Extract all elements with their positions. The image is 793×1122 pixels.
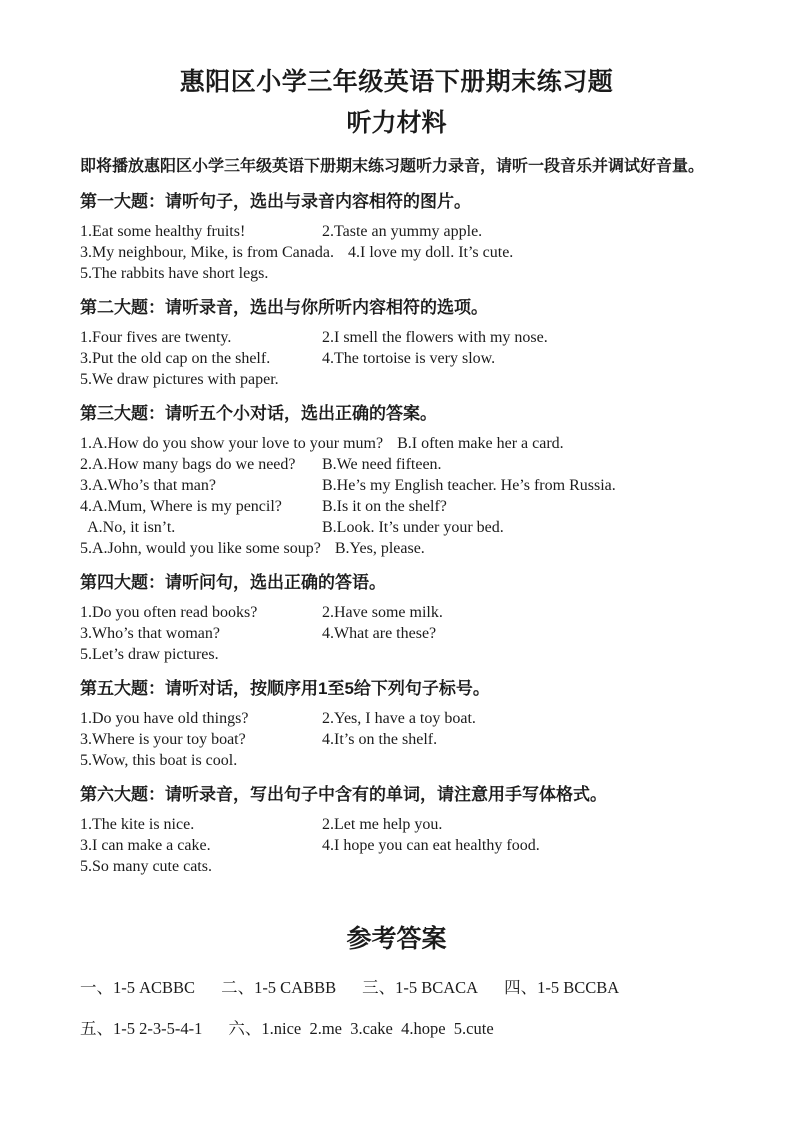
item-line — [80, 538, 713, 559]
question-section — [80, 297, 713, 390]
item-line — [80, 369, 713, 390]
answer-entry: 五、1-5 2-3-5-4-1 — [80, 1019, 203, 1038]
item-line — [80, 602, 713, 623]
answer-row — [80, 977, 713, 998]
page-subtitle: 听力材料 — [346, 109, 447, 137]
answer-entry: 一、1-5 ACBBC — [80, 978, 196, 997]
section-lines — [80, 708, 713, 771]
item-line — [80, 814, 713, 835]
item-right: 4.I hope you can eat healthy food. — [322, 837, 540, 854]
item-left: 3.Who’s that woman? — [80, 625, 220, 642]
item-line — [80, 454, 713, 475]
item-line — [80, 729, 713, 750]
item-right: B.I often make her a card. — [397, 435, 564, 452]
sections-container — [80, 191, 713, 877]
question-section — [80, 678, 713, 771]
item-line — [80, 433, 713, 454]
question-section — [80, 572, 713, 665]
item-left: 1.Do you have old things? — [80, 710, 249, 727]
answer-entry: 六、1.nice 2.me 3.cake 4.hope 5.cute — [228, 1019, 494, 1038]
item-left: 5.So many cute cats. — [80, 858, 212, 875]
item-right: 2.Have some milk. — [322, 604, 443, 621]
item-left: 1.Eat some healthy fruits! — [80, 223, 246, 240]
answer-entry: 三、1-5 BCACA — [362, 978, 479, 997]
item-left: 5.Wow, this boat is cool. — [80, 752, 238, 769]
section-heading: 第二大题：请听录音，选出与你所听内容相符的选项。 — [80, 298, 488, 317]
answer-rows-container — [80, 977, 713, 1039]
answers-section — [80, 923, 713, 1039]
answer-entry: 二、1-5 CABBB — [221, 978, 337, 997]
section-lines — [80, 814, 713, 877]
item-line — [80, 856, 713, 877]
answer-row — [80, 1018, 713, 1039]
item-line — [80, 221, 713, 242]
section-heading: 第四大题：请听问句，选出正确的答语。 — [80, 573, 386, 592]
item-right: 4.I love my doll. It’s cute. — [347, 244, 514, 261]
item-left: 3.My neighbour, Mike, is from Canada. — [80, 244, 334, 261]
section-heading: 第三大题：请听五个小对话，选出正确的答案。 — [80, 404, 437, 423]
item-line — [80, 835, 713, 856]
item-line — [80, 496, 713, 517]
item-right: B.Yes, please. — [334, 540, 425, 557]
section-heading: 第一大题：请听句子，选出与录音内容相符的图片。 — [80, 192, 471, 211]
page-title: 惠阳区小学三年级英语下册期末练习题 — [179, 68, 614, 96]
item-left: 1.Do you often read books? — [80, 604, 258, 621]
item-line — [80, 475, 713, 496]
item-left: A.No, it isn’t. — [80, 519, 176, 536]
item-right: 4.The tortoise is very slow. — [322, 350, 496, 367]
item-right: B.He’s my English teacher. He’s from Russia. — [322, 477, 616, 494]
item-line — [80, 327, 713, 348]
item-left: 1.Four fives are twenty. — [80, 329, 232, 346]
item-left: 3.A.Who’s that man? — [80, 477, 216, 494]
item-right: 2.Taste an yummy apple. — [322, 223, 483, 240]
item-line — [80, 644, 713, 665]
item-right: B.Is it on the shelf? — [322, 498, 447, 515]
item-left: 5.A.John, would you like some soup? — [80, 540, 321, 557]
answers-title: 参考答案 — [346, 925, 447, 953]
answer-entry: 四、1-5 BCCBA — [504, 978, 620, 997]
item-line — [80, 242, 713, 263]
item-left: 4.A.Mum, Where is my pencil? — [80, 498, 282, 515]
item-right: B.Look. It’s under your bed. — [322, 519, 504, 536]
item-left: 5.The rabbits have short legs. — [80, 265, 269, 282]
section-heading: 第五大题：请听对话，按顺序用1至5给下列句子标号。 — [80, 679, 490, 698]
section-heading: 第六大题：请听录音，写出句子中含有的单词，请注意用手写体格式。 — [80, 785, 607, 804]
item-line — [80, 708, 713, 729]
item-left: 1.A.How do you show your love to your mum? — [80, 435, 384, 452]
item-left: 5.We draw pictures with paper. — [80, 371, 279, 388]
item-left: 5.Let’s draw pictures. — [80, 646, 219, 663]
item-line — [80, 750, 713, 771]
section-lines — [80, 221, 713, 284]
question-section — [80, 403, 713, 559]
question-section — [80, 191, 713, 284]
item-right: 4.What are these? — [322, 625, 437, 642]
section-lines — [80, 602, 713, 665]
intro-paragraph: 即将播放惠阳区小学三年级英语下册期末练习题听力录音，请听一段音乐并调试好音量。 — [80, 158, 705, 175]
item-right: 2.Let me help you. — [322, 816, 443, 833]
section-lines — [80, 327, 713, 390]
item-left: 3.Put the old cap on the shelf. — [80, 350, 271, 367]
item-right: 4.It’s on the shelf. — [322, 731, 438, 748]
item-line — [80, 348, 713, 369]
section-lines — [80, 433, 713, 559]
item-right: 2.I smell the flowers with my nose. — [322, 329, 548, 346]
item-line — [80, 263, 713, 284]
item-left: 2.A.How many bags do we need? — [80, 456, 296, 473]
question-section — [80, 784, 713, 877]
item-line — [80, 623, 713, 644]
item-line — [80, 517, 713, 538]
item-right: B.We need fifteen. — [322, 456, 442, 473]
item-left: 3.I can make a cake. — [80, 837, 211, 854]
item-right: 2.Yes, I have a toy boat. — [322, 710, 476, 727]
item-left: 1.The kite is nice. — [80, 816, 195, 833]
item-left: 3.Where is your toy boat? — [80, 731, 246, 748]
